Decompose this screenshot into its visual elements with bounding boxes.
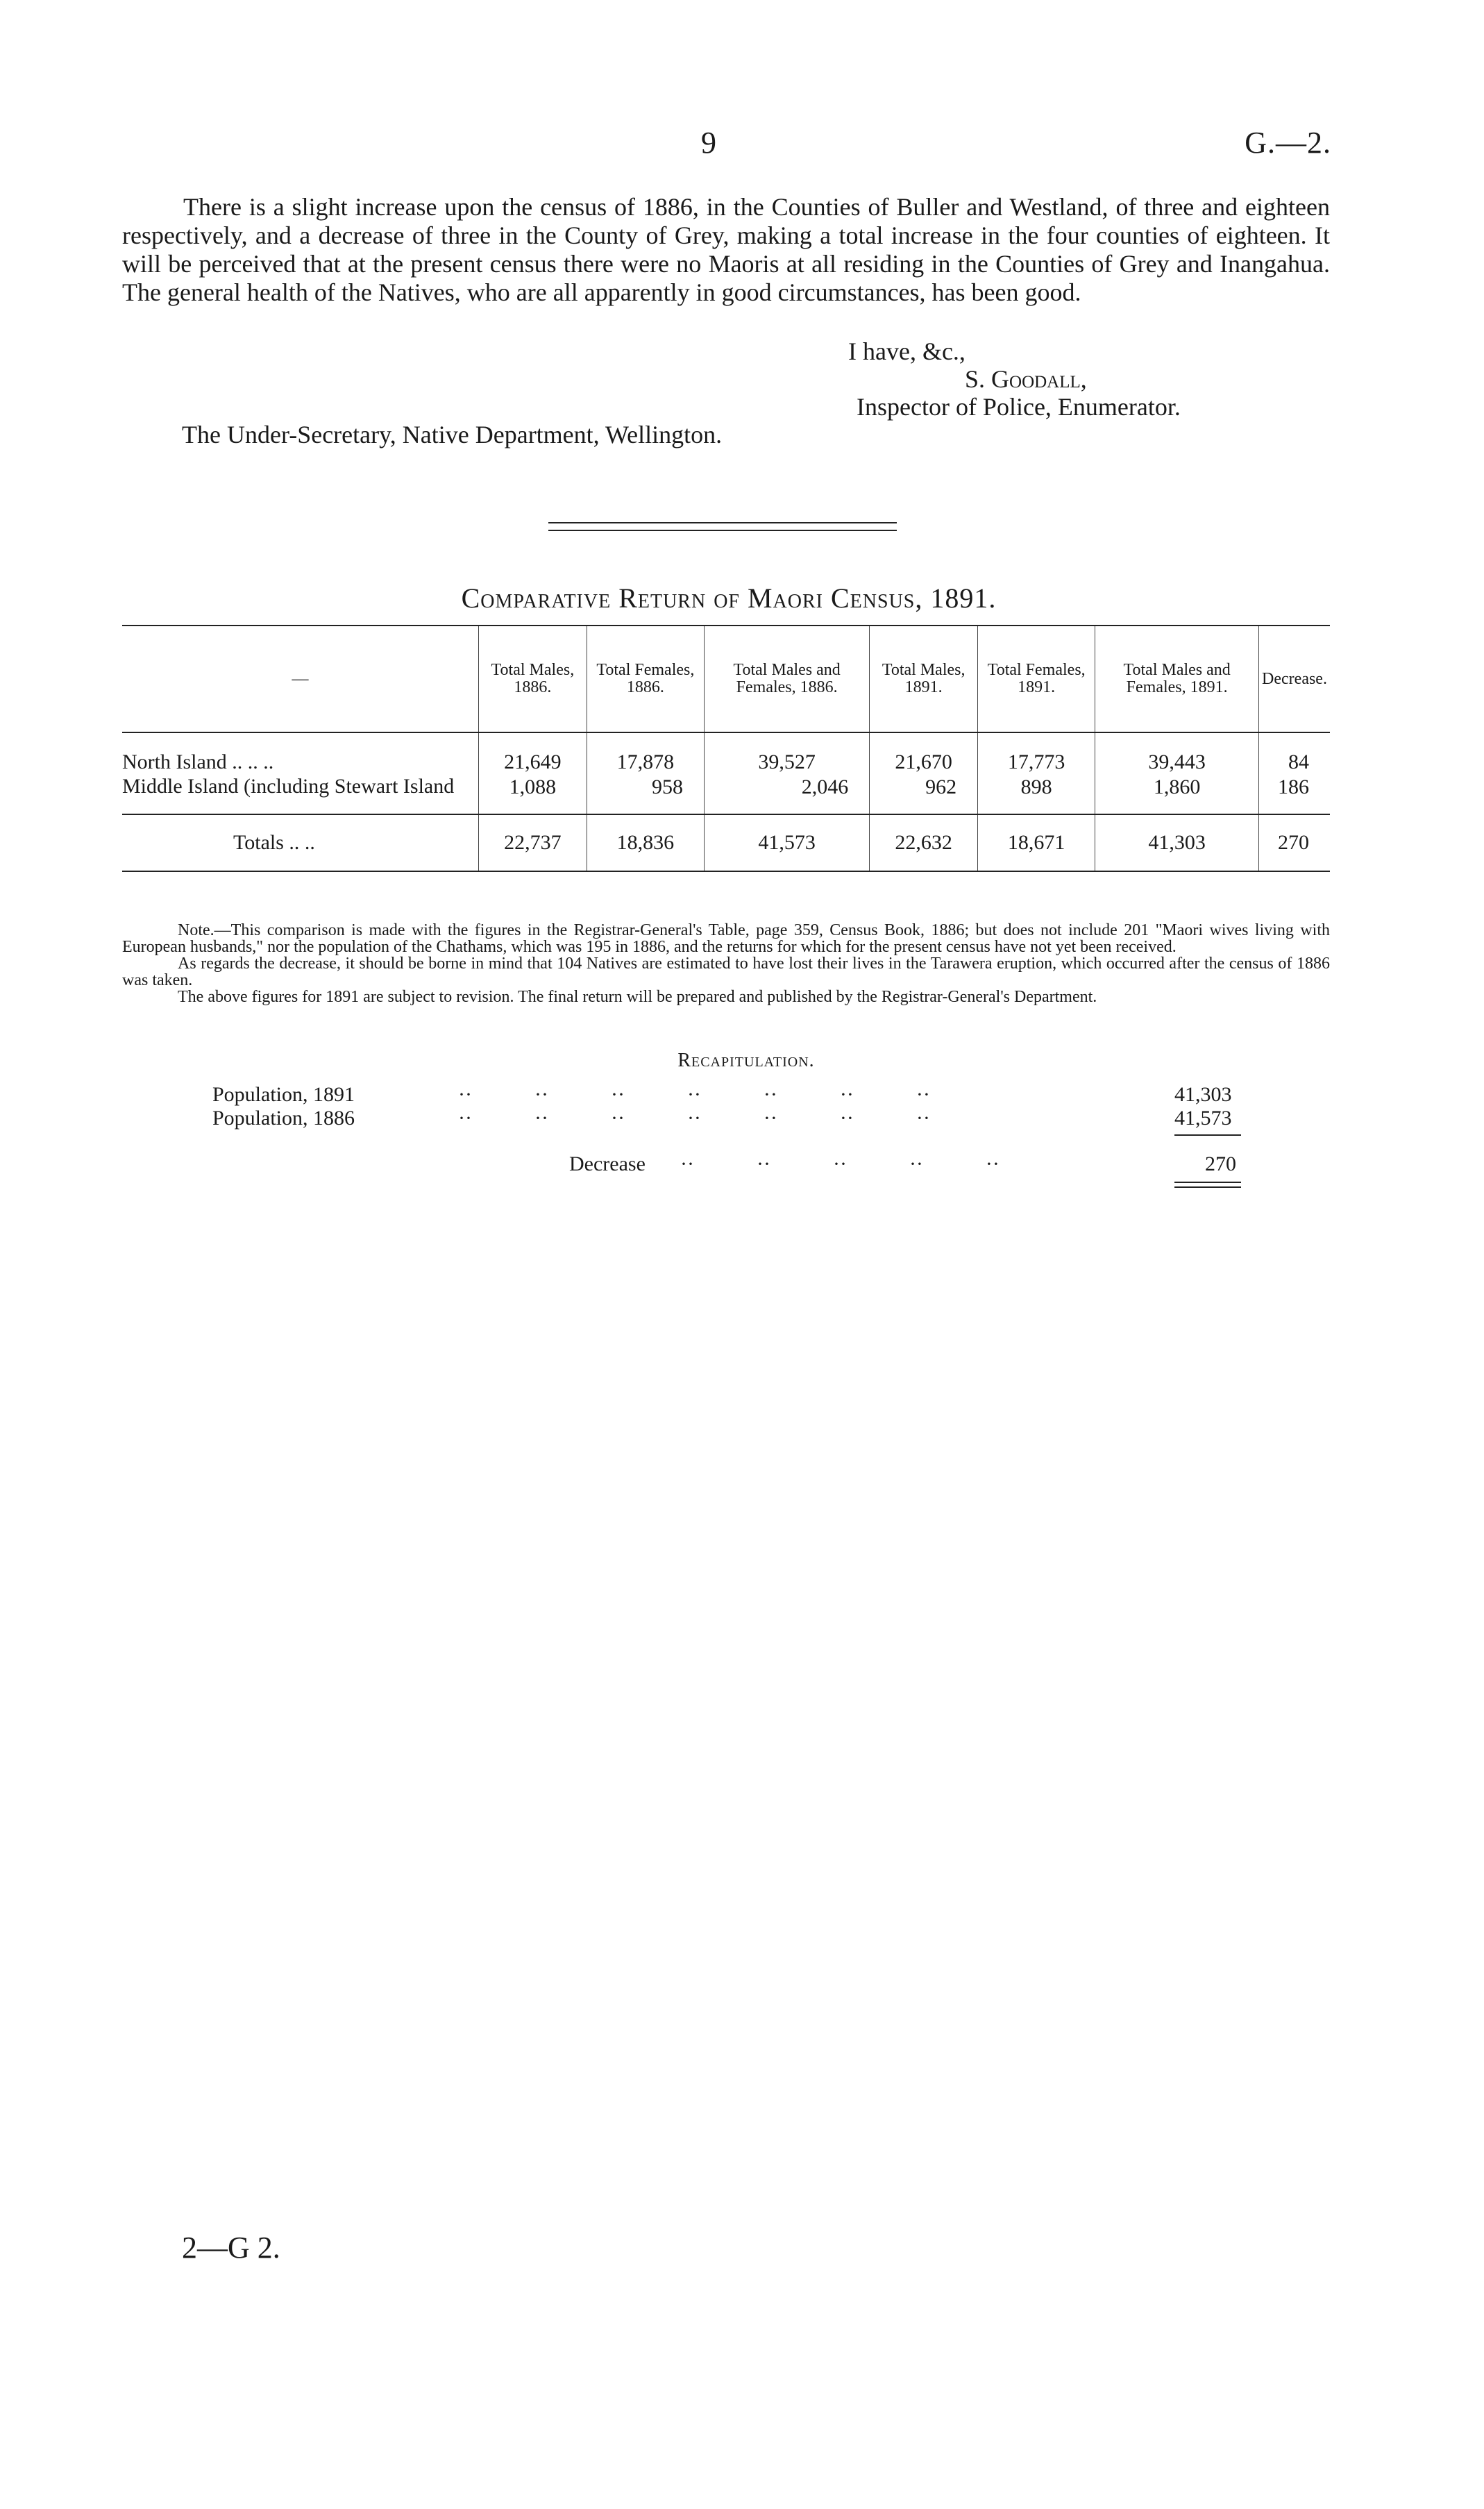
recap-decrease-value: 270 — [1205, 1152, 1236, 1175]
table-cell: 958 — [587, 775, 704, 814]
table-cell: 41,573 — [705, 814, 870, 871]
recap-label: Population, 1886 — [212, 1107, 355, 1130]
page-number: 9 — [701, 126, 716, 160]
table-cell: 39,527 — [705, 750, 870, 775]
table-header: Total Males and Females, 1891. — [1095, 626, 1259, 732]
table-header: Total Males, 1891. — [870, 626, 978, 732]
table-row — [122, 750, 1330, 775]
table-header: Decrease. — [1259, 626, 1330, 732]
leader-dots: ·· ·· ·· ·· ·· ·· ·· — [458, 1083, 930, 1106]
table-header-row — [122, 626, 1330, 732]
recap-value: 41,573 — [1174, 1107, 1232, 1130]
table-cell: 18,836 — [587, 814, 704, 871]
letter-signatory-title: Inspector of Police, Enumerator. — [857, 393, 1181, 421]
letter-closing: I have, &c., — [848, 337, 966, 365]
table-cell: 1,860 — [1095, 775, 1259, 814]
note: Note.—This comparison is made with the figures in the Registrar-General's Table, page 359, Census Book, 1886; but does not include 201 "Maori wives living with European husbands," nor the population of the Chathams, which was 195 in 1886, and the returns for which for the present census have not yet been received. — [122, 921, 1330, 956]
recap-sum-rule — [1174, 1134, 1241, 1136]
signature-mark: 2—G 2. — [182, 2231, 280, 2265]
row-label: Totals .. .. — [122, 814, 479, 871]
table-cell: 270 — [1259, 814, 1330, 871]
table-cell: 18,671 — [978, 814, 1095, 871]
recapitulation-title: Recapitulation. — [677, 1050, 815, 1071]
table-cell: 84 — [1259, 750, 1330, 775]
note: As regards the decrease, it should be borne in mind that 104 Natives are estimated to have lost their lives in the Tarawera eruption, which occurred after the census of 1886 was taken. — [122, 955, 1330, 989]
table-header: — — [122, 626, 479, 732]
table-totals-row — [122, 814, 1330, 871]
table-cell: 22,737 — [479, 814, 587, 871]
table-cell: 17,878 — [587, 750, 704, 775]
table-header: Total Males and Females, 1886. — [705, 626, 870, 732]
table-header: Total Males, 1886. — [479, 626, 587, 732]
table-cell: 186 — [1259, 775, 1330, 814]
leader-dots: ·· ·· ·· ·· ·· ·· ·· — [458, 1107, 930, 1130]
table-cell: 962 — [870, 775, 978, 814]
page-reference: G.—2. — [1245, 126, 1331, 160]
recap-decrease-label: Decrease — [569, 1152, 646, 1175]
letter-signatory: S. Goodall, — [965, 365, 1087, 393]
table-cell: 22,632 — [870, 814, 978, 871]
letter-paragraph: There is a slight increase upon the census of 1886, in the Counties of Buller and Westland, of three and eighteen respectively, and a decrease of three in the County of Grey, making a total increase in the four counties of eighteen. It will be perceived that at the present census there were no Maoris at all residing in the Counties of Grey and Inangahua. The general health of the Natives, who are all apparently in good circumstances, has been good. — [122, 193, 1330, 306]
table-notes — [122, 922, 1330, 1005]
table-header: Total Females, 1886. — [587, 626, 704, 732]
table-cell: 21,649 — [479, 750, 587, 775]
recap-total-double-rule — [1174, 1182, 1241, 1188]
leader-dots: ·· ·· ·· ·· ·· — [680, 1152, 1000, 1175]
recap-label: Population, 1891 — [212, 1083, 355, 1106]
letter-addressee: The Under-Secretary, Native Department, Wellington. — [182, 421, 723, 448]
table-row — [122, 775, 1330, 814]
table-cell: 898 — [978, 775, 1095, 814]
table-cell: 39,443 — [1095, 750, 1259, 775]
table-header: Total Females, 1891. — [978, 626, 1095, 732]
census-table — [122, 625, 1330, 872]
recap-value: 41,303 — [1174, 1083, 1232, 1106]
table-cell: 2,046 — [705, 775, 870, 814]
note: The above figures for 1891 are subject to revision. The final return will be prepared and published by the Registrar-General's Department. — [178, 988, 1097, 1006]
table-cell: 1,088 — [479, 775, 587, 814]
section-divider — [548, 522, 897, 531]
row-label: Middle Island (including Stewart Island — [122, 775, 455, 798]
table-cell: 17,773 — [978, 750, 1095, 775]
row-label: North Island .. .. .. — [122, 750, 274, 773]
table-cell: 21,670 — [870, 750, 978, 775]
table-cell: 41,303 — [1095, 814, 1259, 871]
table-title: Comparative Return of Maori Census, 1891. — [461, 582, 997, 614]
